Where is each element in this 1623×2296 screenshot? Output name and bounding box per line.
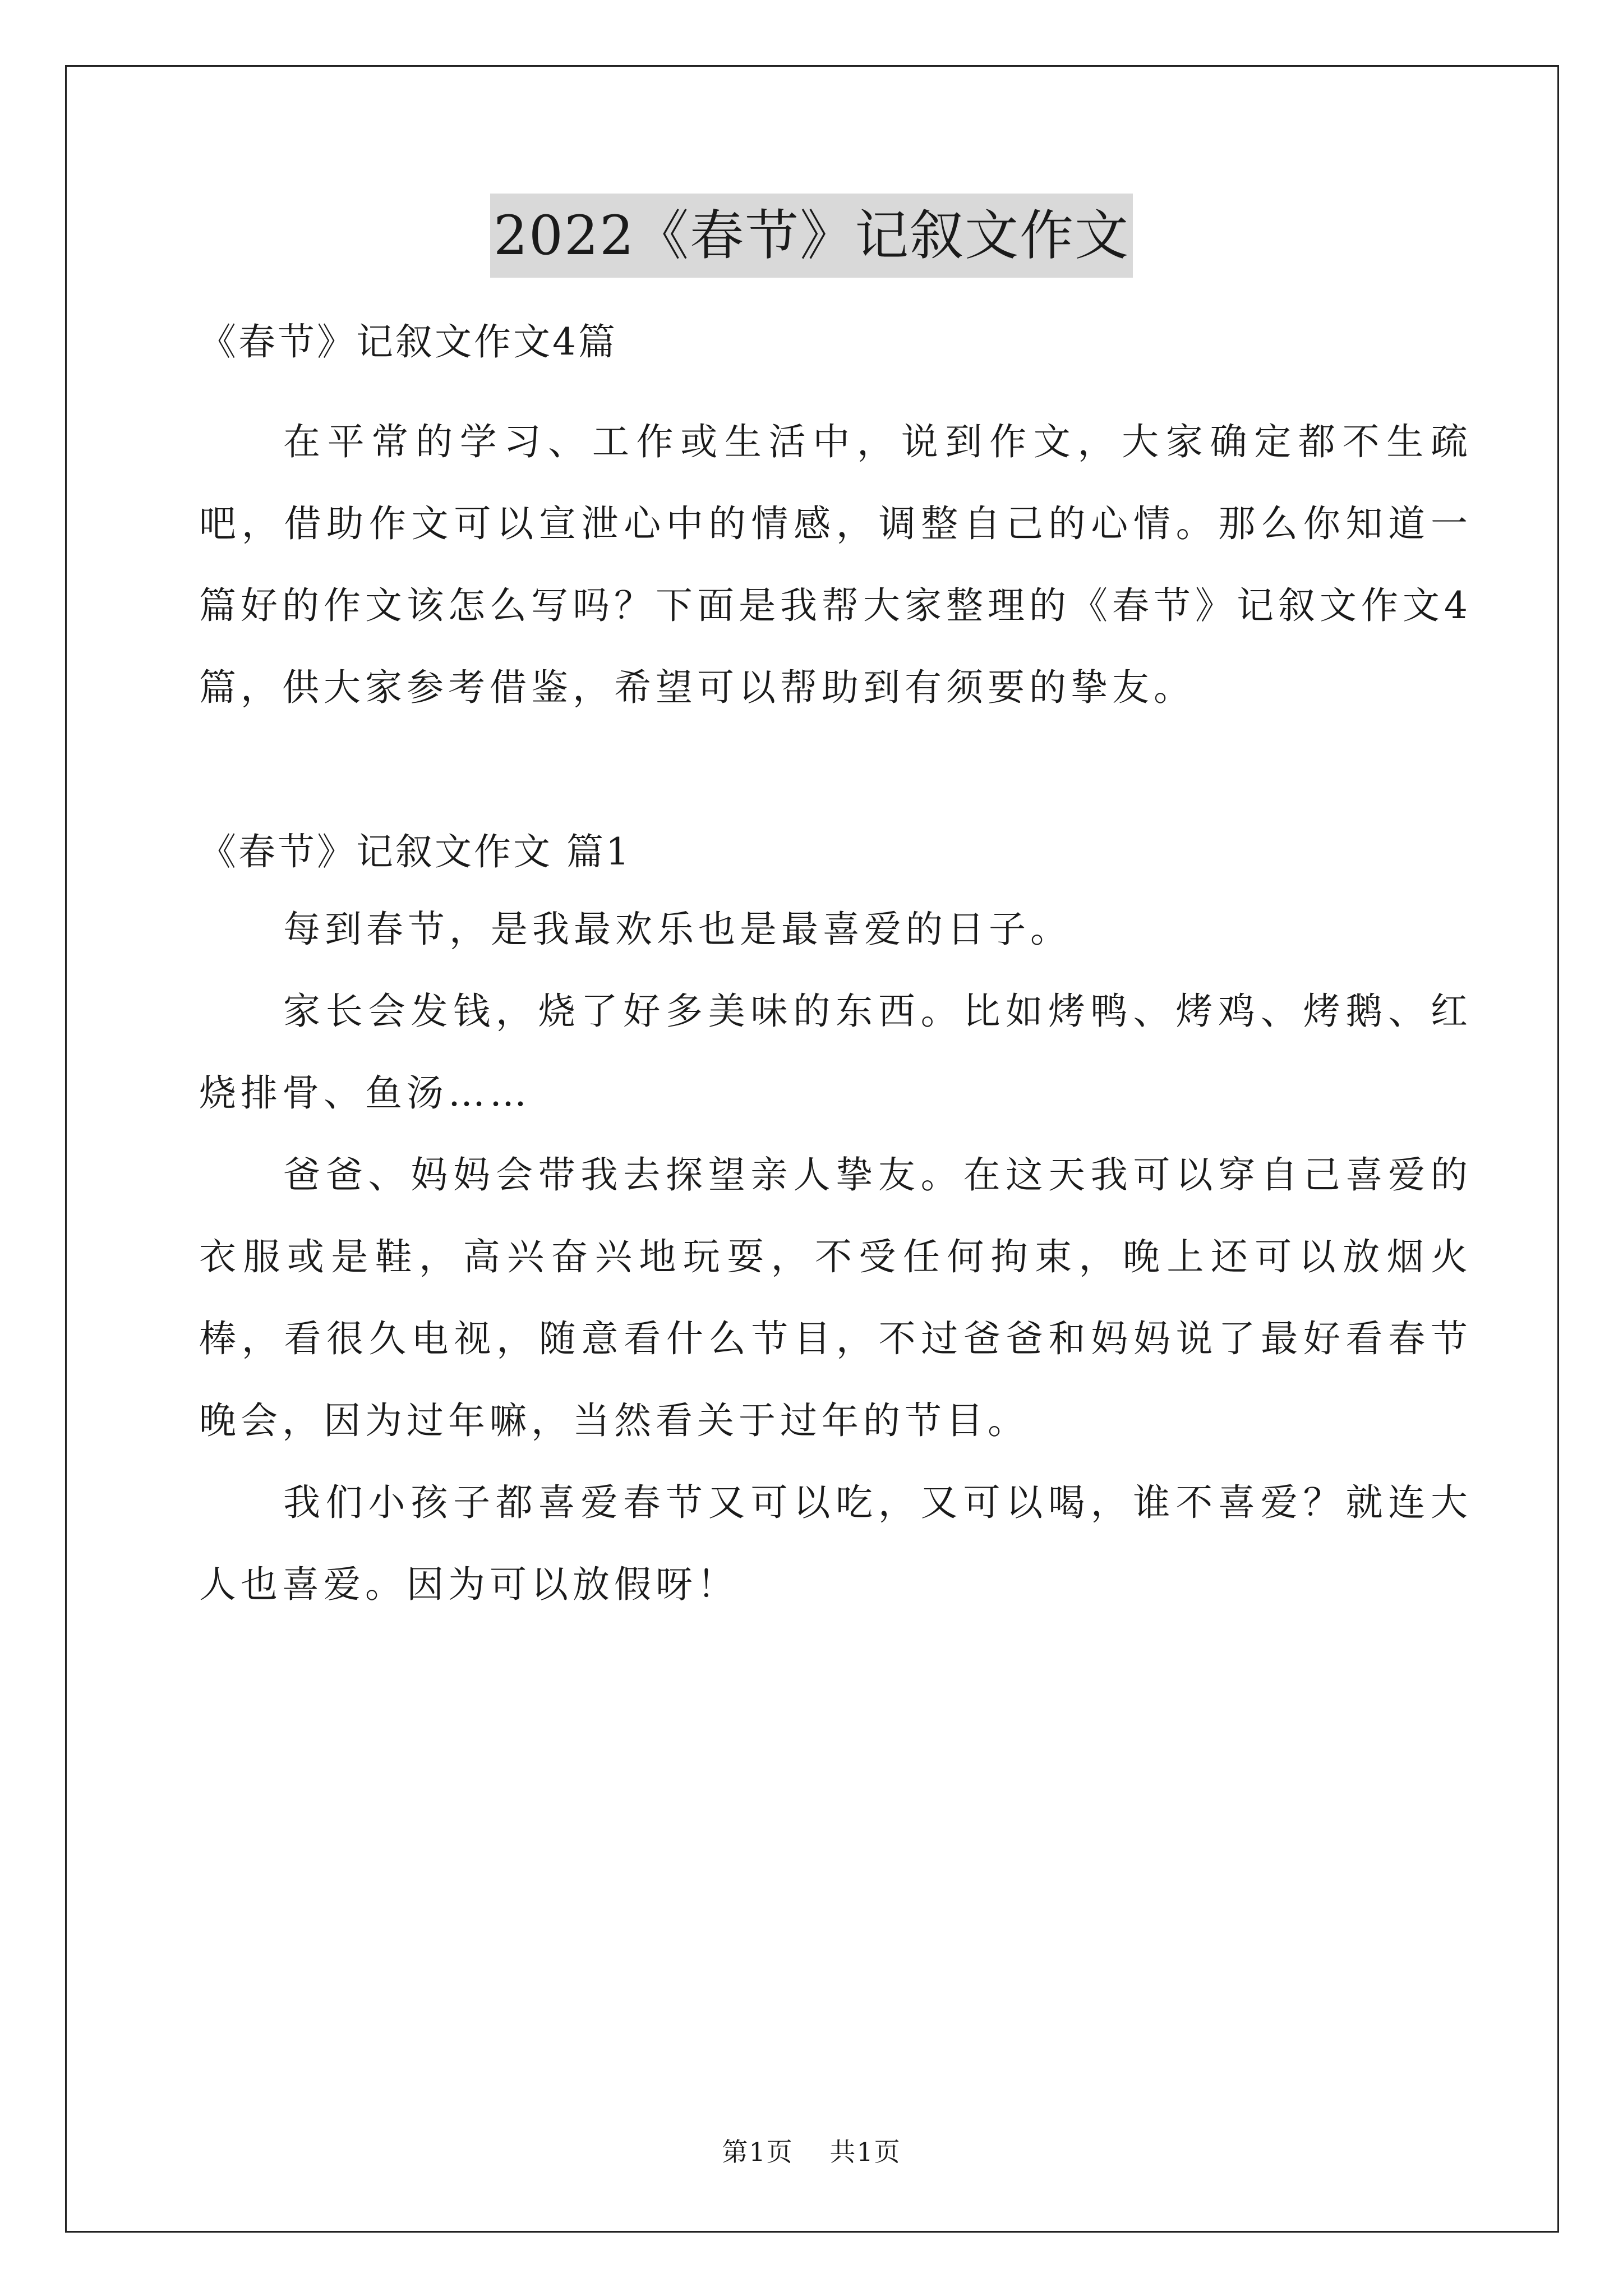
collection-heading: 《春节》记叙文作文4篇 (199, 320, 617, 364)
page-number: 第1页 (722, 2137, 794, 2167)
page-footer (0, 2135, 1623, 2169)
article-paragraph: 每到春节，是我最欢乐也是最喜爱的日子。 (283, 908, 1072, 951)
article-heading: 《春节》记叙文作文 篇1 (199, 830, 631, 873)
document-body (199, 306, 1472, 1626)
article-paragraph: 家长会发钱，烧了好多美味的东西。比如烤鸭、烤鸡、烤鹅、红烧排骨、鱼汤…… (199, 990, 1472, 1115)
title-container (0, 194, 1623, 278)
article-paragraph: 我们小孩子都喜爱春节又可以吃，又可以喝，谁不喜爱？就连大人也喜爱。因为可以放假呀！ (199, 1481, 1472, 1606)
article-paragraph: 爸爸、妈妈会带我去探望亲人挚友。在这天我可以穿自己喜爱的衣服或是鞋，高兴奋兴地玩耍，不受任何拘束，晚上还可以放烟火棒，看很久电视，随意看什么节目，不过爸爸和妈妈说了最好看春节晚会，因为过年嘛，当然看关于过年的节目。 (199, 1153, 1472, 1442)
document-title: 2022《春节》记叙文作文 (490, 194, 1133, 278)
intro-paragraph: 在平常的学习、工作或生活中，说到作文，大家确定都不生疏吧，借助作文可以宣泄心中的情感，调整自己的心情。那么你知道一篇好的作文该怎么写吗？下面是我帮大家整理的《春节》记叙文作文4篇，供大家参考借鉴，希望可以帮助到有须要的挚友。 (199, 420, 1472, 709)
page-total: 共1页 (829, 2137, 901, 2167)
